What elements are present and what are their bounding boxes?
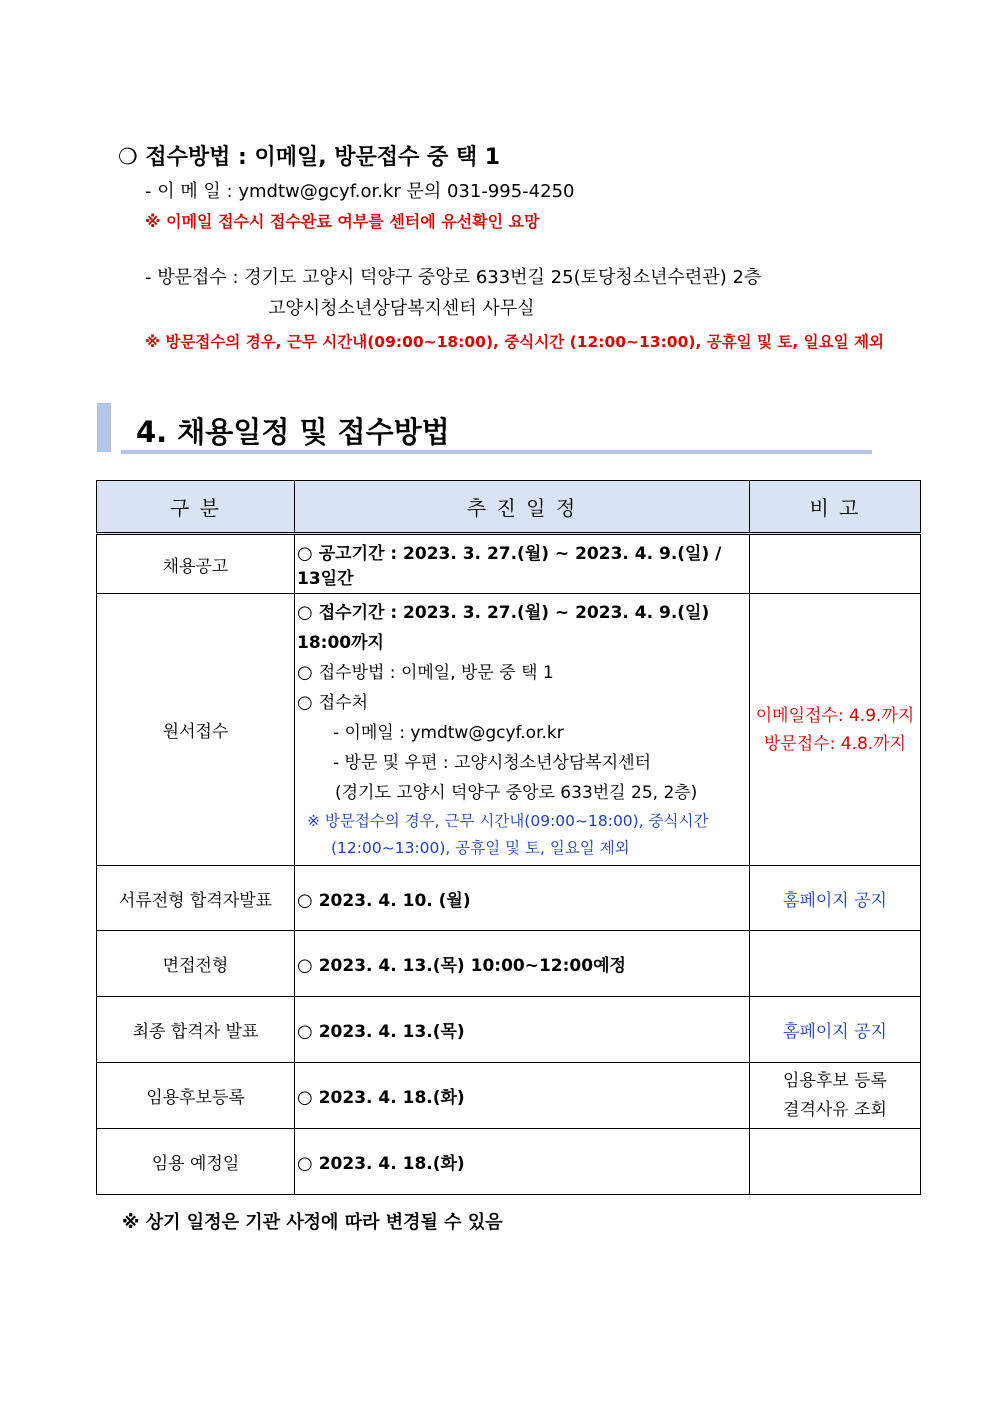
circle-icon: ○ [297,1153,313,1174]
table-row [97,1063,921,1129]
application-note-line2: (12:00~13:00), 공휴일 및 토, 일요일 제외 [331,838,630,857]
application-method [297,658,749,688]
application-address: (경기도 고양시 덕양구 중앙로 633번길 25, 2층) [335,782,698,803]
row-label: 서류전형 합격자발표 [97,866,295,931]
table-row [97,1129,921,1195]
reception-email-note: ※ 이메일 접수시 접수완료 여부를 센터에 유선확인 요망 [145,212,540,231]
circle-icon: ○ [297,955,313,976]
row-schedule [295,997,750,1063]
application-note-line1: ※ 방문접수의 경우, 근무 시간내(09:00~18:00), 중식시간 [307,811,709,830]
row-remark [750,534,921,594]
section-accent-bar [97,403,111,452]
application-period [297,598,749,658]
row-schedule-text: 2023. 4. 13.(목) [318,1022,465,1042]
header-schedule: 추 진 일 정 [295,481,750,534]
circle-icon: ○ [297,601,313,623]
row-schedule [295,866,750,931]
row-schedule [295,594,750,866]
application-visit: - 방문 및 우편 : 고양시청소년상담복지센터 [333,752,652,773]
circle-icon: ○ [297,661,313,683]
application-email: - 이메일 : ymdtw@gcyf.or.kr [333,722,564,743]
row-schedule-text: 2023. 4. 18.(화) [318,1154,465,1174]
footer-note: ※ 상기 일정은 기관 사정에 따라 변경될 수 있음 [122,1212,503,1233]
circle-icon: ○ [297,543,313,564]
reception-email-line: - 이 메 일 : ymdtw@gcyf.or.kr 문의 031-995-4250 [145,181,575,202]
row-schedule-text: 2023. 4. 13.(목) 10:00~12:00예정 [318,956,626,976]
application-place [297,688,749,718]
remark-disqualification-check: 결격사유 조회 [783,1099,887,1120]
reception-visit-line2: 고양시청소년상담복지센터 사무실 [268,298,535,319]
remark-registration: 임용후보 등록 [783,1070,887,1091]
reception-title: ❍ 접수방법 : 이메일, 방문접수 중 택 1 [118,145,501,170]
row-label: 면접전형 [97,931,295,997]
row-remark: 홈페이지 공지 [750,866,921,931]
row-label: 임용후보등록 [97,1063,295,1129]
row-schedule [295,534,750,594]
schedule-table [96,480,921,1195]
row-schedule-text: 공고기간 : 2023. 3. 27.(월) ~ 2023. 4. 9.(일) / 13일간 [297,544,722,589]
row-remark [750,594,921,866]
table-row [97,594,921,866]
table-row [97,866,921,931]
header-category: 구 분 [97,481,295,534]
section-underline [121,450,872,454]
remark-email-deadline: 이메일접수: 4.9.까지 [755,705,915,726]
circle-icon: ○ [297,1087,313,1108]
application-period-text: 접수기간 : 2023. 3. 27.(월) ~ 2023. 4. 9.(일) 18:00까지 [297,602,710,653]
row-schedule [295,1129,750,1195]
header-remark: 비 고 [750,481,921,534]
circle-icon: ○ [297,889,313,911]
row-label: 최종 합격자 발표 [97,997,295,1063]
circle-icon: ○ [297,691,313,713]
row-label: 채용공고 [97,534,295,594]
table-row [97,997,921,1063]
row-remark [750,931,921,997]
row-schedule [295,931,750,997]
reception-visit-line1: - 방문접수 : 경기도 고양시 덕양구 중앙로 633번길 25(토당청소년수련관) 2층 [145,267,762,288]
row-remark [750,1063,921,1129]
row-label: 원서접수 [97,594,295,866]
row-remark: 홈페이지 공지 [750,997,921,1063]
application-place-text: 접수처 [318,692,368,713]
row-label: 임용 예정일 [97,1129,295,1195]
application-method-text: 접수방법 : 이메일, 방문 중 택 1 [318,662,554,683]
remark-visit-deadline: 방문접수: 4.8.까지 [763,733,907,754]
row-schedule [295,1063,750,1129]
table-row [97,931,921,997]
row-remark [750,1129,921,1195]
row-schedule-text: 2023. 4. 10. (월) [318,890,471,911]
reception-visit-note: ※ 방문접수의 경우, 근무 시간내(09:00~18:00), 중식시간 (12:00~13:00), 공휴일 및 토, 일요일 제외 [145,333,884,351]
table-header-row [97,481,921,534]
table-row [97,534,921,594]
section-title: 4. 채용일정 및 접수방법 [136,415,450,449]
row-schedule-text: 2023. 4. 18.(화) [318,1088,465,1108]
circle-icon: ○ [297,1021,313,1042]
